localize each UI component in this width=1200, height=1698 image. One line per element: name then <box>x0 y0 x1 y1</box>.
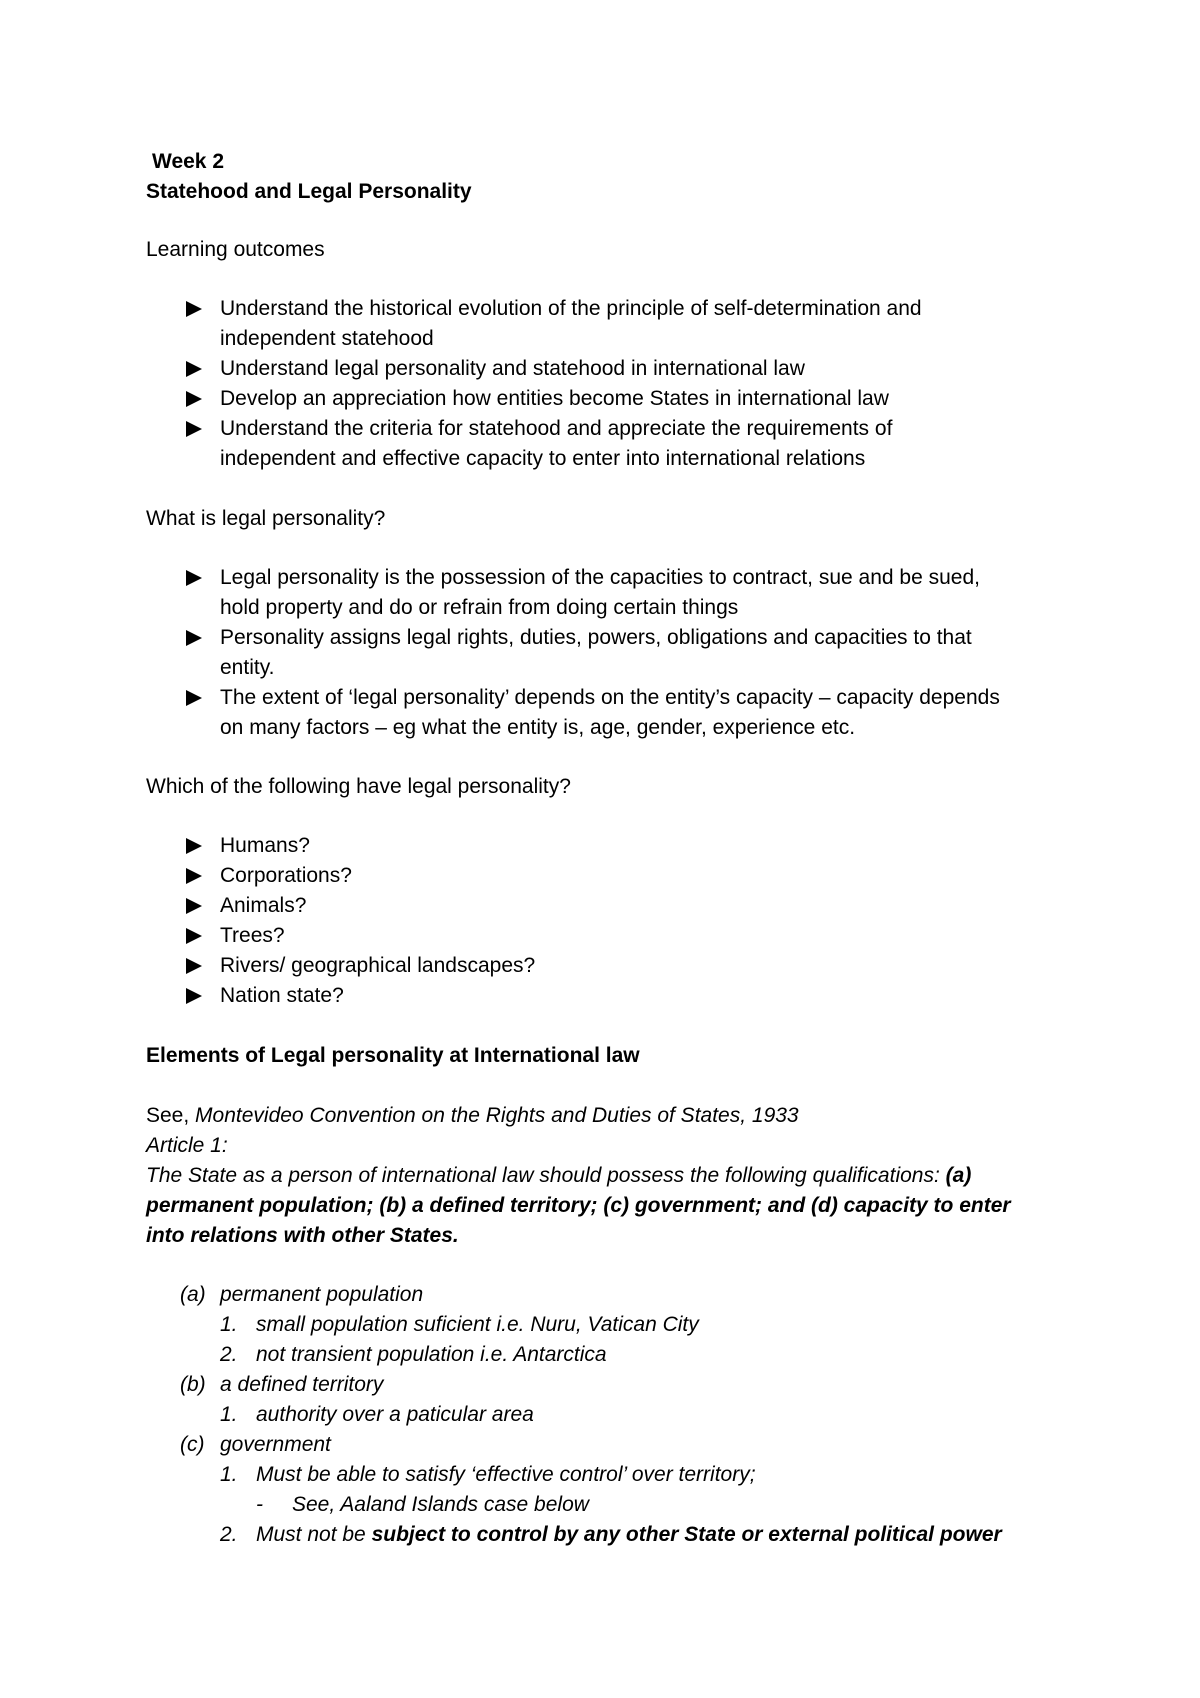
bullet-arrow-icon <box>186 623 204 653</box>
item-text-plain: Must not be <box>256 1523 372 1546</box>
qualification-label: (b) <box>180 1373 206 1396</box>
bullet-arrow-icon <box>186 891 204 921</box>
item-text-bold: subject to control by any other State or external political power <box>371 1523 1002 1546</box>
quote-line: permanent population; (b) a defined territory; (c) government; and (d) capacity to enter <box>146 1194 1011 1217</box>
bullet-arrow-icon <box>186 414 204 444</box>
item-number: 1. <box>220 1313 238 1336</box>
list-item: Understand the criteria for statehood and appreciate the requirements of <box>220 417 893 440</box>
bullet-arrow-icon <box>186 294 204 324</box>
bullet-arrow-icon <box>186 831 204 861</box>
quote-italic: The State as a person of international law should possess the following qualifications: <box>146 1164 946 1187</box>
convention-title: Montevideo Convention on the Rights and Duties of States, 1933 <box>195 1104 799 1127</box>
qualification-text: a defined territory <box>220 1373 384 1396</box>
list-item-continuation: entity. <box>220 656 275 679</box>
list-item: Develop an appreciation how entities become States in international law <box>220 387 889 410</box>
bullet-arrow-icon <box>186 354 204 384</box>
list-item: Animals? <box>220 894 307 917</box>
sub-item-text: See, Aaland Islands case below <box>292 1493 589 1516</box>
list-item: Humans? <box>220 834 310 857</box>
list-item: Corporations? <box>220 864 352 887</box>
list-item-continuation: hold property and do or refrain from doing certain things <box>220 596 739 619</box>
item-number: 2. <box>220 1523 238 1546</box>
bullet-arrow-icon <box>186 683 204 713</box>
item-text: not transient population i.e. Antarctica <box>256 1343 607 1366</box>
learning-outcomes-heading: Learning outcomes <box>146 238 325 261</box>
list-item: Rivers/ geographical landscapes? <box>220 954 536 977</box>
item-text: small population suficient i.e. Nuru, Vatican City <box>256 1313 699 1336</box>
bullet-arrow-icon <box>186 951 204 981</box>
bullet-arrow-icon <box>186 563 204 593</box>
see-reference <box>146 1101 799 1131</box>
quote-line <box>146 1161 971 1191</box>
list-item: Trees? <box>220 924 285 947</box>
list-item-continuation: independent statehood <box>220 327 434 350</box>
bullet-arrow-icon <box>186 384 204 414</box>
item-text: authority over a paticular area <box>256 1403 534 1426</box>
elements-heading: Elements of Legal personality at International law <box>146 1044 640 1067</box>
list-item-continuation: on many factors – eg what the entity is, age, gender, experience etc. <box>220 716 856 739</box>
list-item: Understand the historical evolution of the principle of self-determination and <box>220 297 922 320</box>
sub-item-dash: - <box>256 1493 263 1516</box>
list-item: Personality assigns legal rights, duties, powers, obligations and capacities to that <box>220 626 972 649</box>
see-prefix: See, <box>146 1104 196 1127</box>
bullet-arrow-icon <box>186 861 204 891</box>
item-number: 2. <box>220 1343 238 1366</box>
list-item: Understand legal personality and statehood in international law <box>220 357 805 380</box>
qualification-label: (c) <box>180 1433 205 1456</box>
week-label: Week 2 <box>152 150 224 173</box>
which-heading: Which of the following have legal personality? <box>146 775 571 798</box>
list-item: Nation state? <box>220 984 344 1007</box>
list-item-continuation: independent and effective capacity to enter into international relations <box>220 447 866 470</box>
list-item: Legal personality is the possession of the capacities to contract, sue and be sued, <box>220 566 980 589</box>
bullet-arrow-icon <box>186 981 204 1011</box>
quote-bold: (a) <box>945 1164 972 1187</box>
qualification-text: permanent population <box>220 1283 424 1306</box>
item-number: 1. <box>220 1463 238 1486</box>
quote-line: into relations with other States. <box>146 1224 459 1247</box>
item-number: 1. <box>220 1403 238 1426</box>
item-text <box>256 1520 1002 1550</box>
article-label: Article 1: <box>146 1134 228 1157</box>
bullet-arrow-icon <box>186 921 204 951</box>
document-title: Statehood and Legal Personality <box>146 180 472 203</box>
legal-personality-heading: What is legal personality? <box>146 507 386 530</box>
qualification-text: government <box>220 1433 331 1456</box>
item-text: Must be able to satisfy ‘effective control’ over territory; <box>256 1463 756 1486</box>
qualification-label: (a) <box>180 1283 206 1306</box>
list-item: The extent of ‘legal personality’ depends on the entity’s capacity – capacity depends <box>220 686 1000 709</box>
